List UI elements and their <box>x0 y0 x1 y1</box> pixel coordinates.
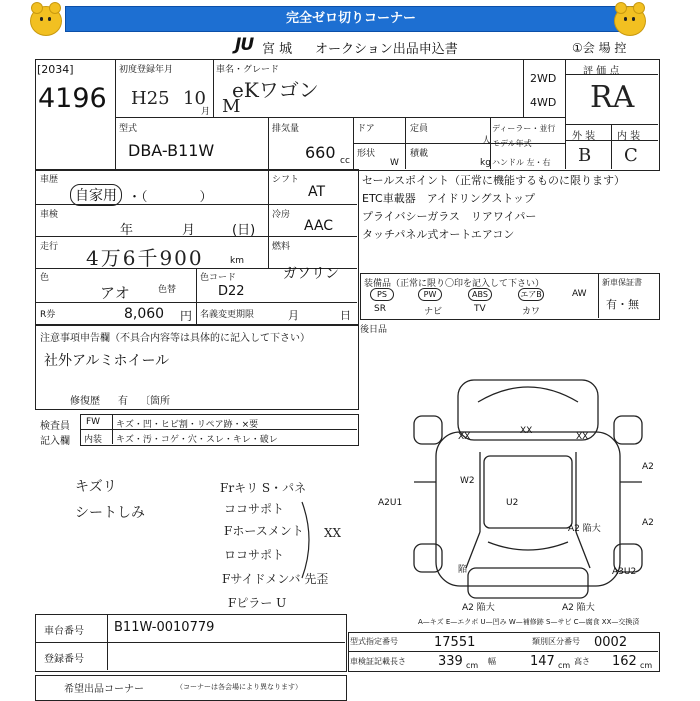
inspection-day: (日) <box>232 223 256 238</box>
grade-label: 評 価 点 <box>583 66 620 77</box>
interior-grade: C <box>624 145 638 166</box>
handnote-right: Fサイドメンバ 先歪 <box>222 572 329 586</box>
width-label: 幅 <box>488 657 496 666</box>
inspector-label: 検査員 <box>40 421 70 432</box>
divider <box>565 59 566 169</box>
width-value: 147 <box>530 654 555 669</box>
type-spec-label: 型式指定番号 <box>350 637 398 646</box>
model-label: 型式 <box>119 124 138 134</box>
equipment-label: 装備品（正常に限り〇印を記入して下さい） <box>364 279 545 289</box>
damage-mark: A3U2 <box>612 567 637 577</box>
sales-point-line: ETC車載器 アイドリングストップ <box>362 192 536 205</box>
divider <box>348 651 658 652</box>
equip-navi: ナビ <box>424 307 443 317</box>
lot-code: [2034] <box>37 63 74 76</box>
shift-value: AT <box>308 184 326 200</box>
equip-pw: PW <box>418 288 442 301</box>
new-car-warranty-value: 有・無 <box>606 298 639 311</box>
name-change-month: 月 <box>288 309 299 322</box>
damage-mark: W2 <box>460 476 475 486</box>
height-unit: cm <box>640 661 653 670</box>
handnote-right: ココサポト <box>224 502 285 516</box>
name-change-label: 名義変更期限 <box>200 310 255 320</box>
model-value: DBA-B11W <box>128 141 215 160</box>
equip-aw: AW <box>572 289 587 299</box>
drive-2wd: 2WD <box>530 72 557 85</box>
repair-place: 〔箇所 <box>140 396 170 407</box>
divider <box>353 143 565 144</box>
handnote-right: ロコサポト <box>224 548 285 562</box>
r-ken-label: R券 <box>40 310 56 320</box>
notes-value: 社外アルミホイール <box>44 353 170 369</box>
ju-logo: JU <box>235 35 254 55</box>
divider <box>565 140 658 141</box>
divider <box>107 614 108 670</box>
handnote-right: Frキリ S・パネ <box>220 481 307 495</box>
color-code-value: D22 <box>218 284 245 299</box>
height-value: 162 <box>612 654 637 669</box>
sales-points-label: セールスポイント（正常に機能するものに限ります） <box>362 174 626 187</box>
divider <box>196 268 197 324</box>
damage-mark: A2 <box>642 518 654 528</box>
first-reg-month: 10 <box>183 88 206 109</box>
damage-mark: XX <box>458 432 471 442</box>
inspection-year: 年 <box>120 223 134 238</box>
repair-value: 有 <box>118 396 128 407</box>
copy-label: ①会 場 控 <box>572 41 627 55</box>
damage-mark: A2 陥大 <box>562 603 595 613</box>
displacement-unit: cc <box>340 156 350 166</box>
history-rest: ・（ ） <box>128 190 213 205</box>
car-name: eKワゴン <box>232 78 319 102</box>
divider <box>611 124 612 169</box>
equip-tv: TV <box>474 304 486 314</box>
first-reg-month-unit: 月 <box>201 107 211 117</box>
equip-abs: ABS <box>468 288 492 301</box>
footer-note: （コーナーは各会場により異なります） <box>176 683 302 691</box>
damage-mark: A2 陥大 <box>462 603 495 613</box>
lot-number: 4196 <box>38 83 107 114</box>
divider <box>268 117 269 169</box>
capacity-label: 定員 <box>410 124 429 134</box>
back-seat-label: 後日品 <box>360 325 388 335</box>
exterior-label: 外 装 <box>572 131 596 142</box>
damage-mark: XX <box>520 426 533 436</box>
exterior-grade: B <box>578 145 592 166</box>
inspector-fw: FW <box>86 417 101 427</box>
inspection-label: 車検 <box>40 210 59 220</box>
reg-no-label: 登録番号 <box>44 654 84 665</box>
form-title: オークション出品申込書 <box>315 42 458 57</box>
color-change-label: 色替 <box>158 285 177 295</box>
length-label: 長さ <box>390 657 406 666</box>
type-spec-value: 17551 <box>434 635 476 650</box>
color-label: 色 <box>40 273 50 283</box>
inspection-month: 月 <box>182 223 196 238</box>
equip-ps: PS <box>370 288 394 301</box>
inspector-row2-label: 内装 <box>84 435 103 445</box>
dims-label: 車検証記載 <box>350 657 390 666</box>
door-label: ドア <box>357 124 375 134</box>
footer-label: 希望出品コーナー <box>64 684 144 695</box>
displacement-label: 排気量 <box>272 124 300 134</box>
damage-mark: U2 <box>506 498 519 508</box>
aircon-value: AAC <box>304 218 334 234</box>
damage-mark: XX <box>576 432 589 442</box>
chassis-value: B11W-0010779 <box>114 620 215 635</box>
new-car-warranty-label: 新車保証書 <box>602 278 642 287</box>
capacity-unit: 人 <box>482 136 492 146</box>
banner-area <box>0 0 700 38</box>
mileage-value: 4万6千900 <box>86 246 204 270</box>
org-name: 宮 城 <box>262 42 293 57</box>
damage-mark: 陥 <box>458 565 468 575</box>
r-ken-value: 8,060 <box>124 306 165 322</box>
color-value: アオ <box>100 284 130 302</box>
history-label: 車歴 <box>40 175 59 185</box>
shape-label: 形状 <box>357 149 376 159</box>
divider <box>523 59 524 117</box>
sales-point-line: プライバシーガラス リアワイパー <box>362 210 537 223</box>
grade-value: RA <box>590 80 635 115</box>
handnote-brace <box>300 500 320 580</box>
width-unit: cm <box>558 661 571 670</box>
divider <box>115 117 565 118</box>
fuel-label: 燃料 <box>272 242 291 252</box>
divider <box>598 273 599 318</box>
color-code-label: 色コード <box>200 273 237 283</box>
divider <box>115 59 116 169</box>
divider <box>35 236 357 237</box>
handnote-right: Fピラー U <box>228 596 287 610</box>
class-value: 0002 <box>594 635 628 650</box>
divider <box>35 642 345 643</box>
mascot-right-icon <box>614 6 646 36</box>
interior-label: 内 装 <box>617 131 641 142</box>
handnote-xx: XX <box>324 526 342 540</box>
inspector-entry-label: 記入欄 <box>40 436 70 447</box>
handnote-left: キズリ <box>75 479 117 495</box>
equip-airbag: エアB <box>518 288 544 301</box>
class-label: 類別区分番号 <box>532 637 580 646</box>
sales-point-line: タッチパネル式オートエアコン <box>362 228 515 241</box>
damage-legend: A—キズ E—エクボ U—凹み W—補修跡 S—サビ C—腐食 XX—交換済 <box>418 618 640 626</box>
divider <box>268 169 269 268</box>
handnote-right: Fホースメント <box>224 524 304 538</box>
length-value: 339 <box>438 654 463 669</box>
displacement-value: 660 <box>305 143 336 162</box>
length-unit: cm <box>466 661 479 670</box>
repair-label: 修復歴 <box>70 396 100 407</box>
first-reg-year: H25 <box>131 88 170 109</box>
drive-4wd: 4WD <box>530 96 557 109</box>
equip-sr: SR <box>374 304 386 314</box>
damage-mark: A2 陥大 <box>568 524 601 534</box>
car-grade: M <box>222 96 241 117</box>
fuel-value: ガソリン <box>283 266 339 282</box>
damage-mark: A2U1 <box>378 498 403 508</box>
shift-label: シフト <box>272 175 300 185</box>
handle-label: ハンドル 左・右 <box>492 158 551 167</box>
load-unit: kg <box>480 158 491 168</box>
r-ken-unit: 円 <box>180 309 193 323</box>
car-name-label: 車名・グレード <box>216 65 280 75</box>
mileage-unit: km <box>230 256 244 266</box>
banner-title: 完全ゼロ切りコーナー <box>65 6 637 32</box>
handnote-left: シートしみ <box>75 505 145 521</box>
notes-label: 注意事項申告欄（不具合内容等は具体的に記入して下さい） <box>40 333 310 344</box>
inspector-row1: キズ・凹・ヒビ割・リペア跡・×要 <box>116 420 259 430</box>
damage-mark: A2 <box>642 462 654 472</box>
model-year-label: モデル年式 <box>492 139 532 148</box>
divider <box>213 59 214 117</box>
inspector-row2: キズ・汚・コゲ・穴・スレ・キレ・破レ <box>116 435 278 445</box>
first-reg-label: 初度登録年月 <box>119 65 174 75</box>
aircon-label: 冷房 <box>272 210 291 220</box>
divider <box>112 414 113 444</box>
divider <box>565 74 658 75</box>
chassis-label: 車台番号 <box>44 626 84 637</box>
height-label: 高さ <box>574 657 590 666</box>
mileage-label: 走行 <box>40 242 59 252</box>
load-label: 積載 <box>410 149 429 159</box>
mascot-left-icon <box>30 6 62 36</box>
name-change-day: 日 <box>340 309 351 322</box>
dealer-label: ディーラー・並行 <box>492 124 556 133</box>
equip-kawa: カワ <box>522 307 541 317</box>
shape-value: W <box>390 158 399 168</box>
history-value: 自家用 <box>70 184 122 206</box>
